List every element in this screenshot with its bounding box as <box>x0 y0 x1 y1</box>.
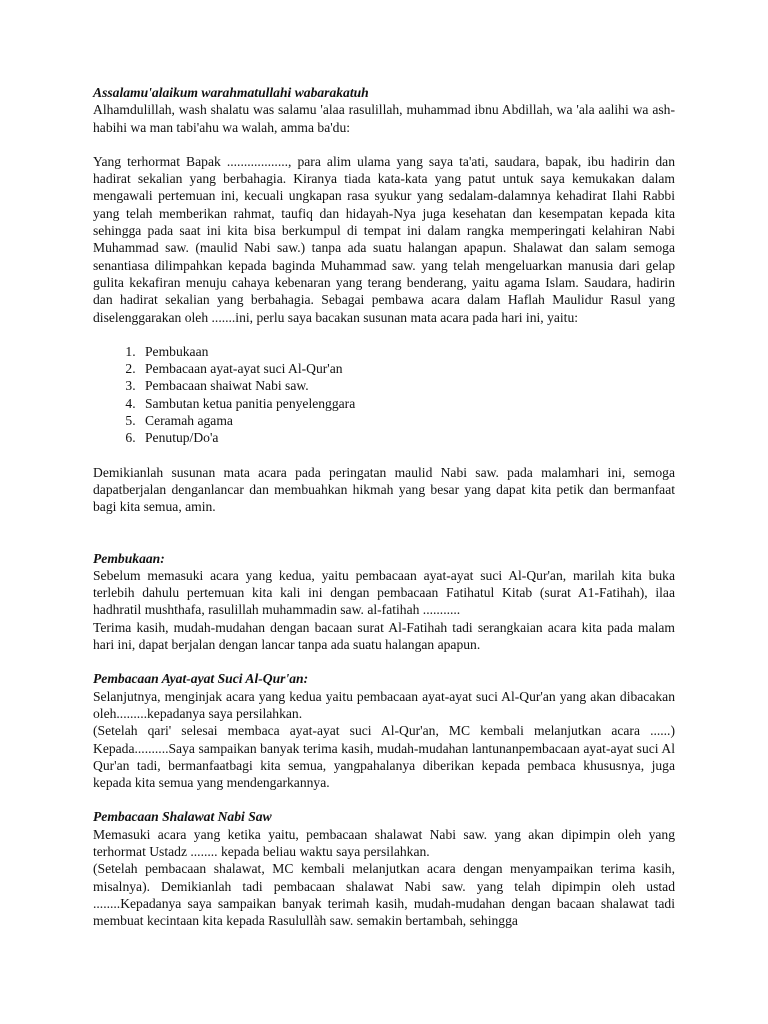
agenda-item: 4. Sambutan ketua panitia penyelenggara <box>139 395 675 412</box>
section-paragraph: Selanjutnya, menginjak acara yang kedua yaitu pembacaan ayat-ayat suci Al-Qur'an yang akan dibacakan oleh.........kepadanya saya persilahkan. <box>93 688 675 721</box>
agenda-list <box>93 343 675 447</box>
agenda-item: 1. Pembukaan <box>139 343 675 360</box>
section-heading-pembukaan: Pembukaan: <box>93 550 165 566</box>
agenda-item: 3. Pembacaan shaiwat Nabi saw. <box>139 377 675 394</box>
section-paragraph: Sebelum memasuki acara yang kedua, yaitu pembacaan ayat-ayat suci Al-Qur'an, marilah kita buka terlebih dahulu pertemuan kita kali ini dengan pembacaan Fatihatul Kitab (surat A1-Fatihah), ilaa hadhratil mushthafa, rasulillah muhammadin saw. al-fatihah ........... <box>93 567 675 618</box>
section-heading-shalawat: Pembacaan Shalawat Nabi Saw <box>93 809 272 825</box>
section-paragraph: (Setelah pembacaan shalawat, MC kembali melanjutkan acara dengan menyampaikan terima kasih, misalnya). Demikianlah tadi pembacaan shalawat Nabi saw. yang telah dipimpin oleh ustad ........Kepadanya saya sampaikan banyak terimah kasih, mudah-mudahan dengan bacaan shalawat tadi membuat kecintaan kita kepada Rasulullàh saw. semakin bertambah, sehingga <box>93 861 675 929</box>
document-page <box>93 84 675 929</box>
agenda-item: 6. Penutup/Do'a <box>139 429 675 446</box>
section-heading-quran: Pembacaan Ayat-ayat Suci Al-Qur'an: <box>93 671 309 687</box>
section-paragraph: Memasuki acara yang ketika yaitu, pembacaan shalawat Nabi saw. yang akan dipimpin oleh yang terhormat Ustadz ........ kepada beliau waktu saya persilahkan. <box>93 826 675 859</box>
greeting: Assalamu'alaikum warahmatullahi wabarakatuh <box>93 85 369 100</box>
agenda-item: 2. Pembacaan ayat-ayat suci Al-Qur'an <box>139 360 675 377</box>
agenda-item: 5. Ceramah agama <box>139 412 675 429</box>
intro-paragraph: Yang terhormat Bapak .................., para alim ulama yang saya ta'ati, saudara, bapak, ibu hadirin dan hadirat sekalian yang berbahagia. Kiranya tiada kata-kata yang patut untuk saya kemukakan dalam mengawali pertemuan ini, kecuali ungkapan rasa syukur yang sedalam-dalamnya kehadirat Ilahi Rabbi yang telah memberikan rahmat, taufiq dan hidayah-Nya juga kesehatan dan kesempatan kepada kita sehingga pada saat ini kita bisa berkumpul di tempat ini dalam rangka memperingati kelahiran Nabi Muhammad saw. (maulid Nabi saw.) tanpa ada suatu halangan apapun. Shalawat dan salam semoga senantiasa dilimpahkan kepada baginda Muhammad saw. yang telah mengeluarkan manusia dari gelap gulita kekafiran menuju cahaya kebenaran yang terang benderang, yaitu agama Islam. Saudara, hadirin dan hadirat sekalian yang berbahagia. Sebagai pembawa acara dalam Haflah Maulidur Rasul yang diselenggarakan oleh .......ini, perlu saya bacakan susunan mata acara pada hari ini, yaitu: <box>93 153 675 325</box>
section-paragraph: Terima kasih, mudah-mudahan dengan bacaan surat Al-Fatihah tadi serangkaian acara kita pada malam hari ini, dapat berjalan dengan lancar tanpa ada suatu halangan apapun. <box>93 619 675 653</box>
opening-paragraph: Alhamdulillah, wash shalatu was salamu 'alaa rasulillah, muhammad ibnu Abdillah, wa 'ala aalihi wa ash-habihi wa man tabi'ahu wa walah, amma ba'du: <box>93 102 675 135</box>
closing-intro-paragraph: Demikianlah susunan mata acara pada peringatan maulid Nabi saw. pada malamhari ini, semoga dapatberjalan denganlancar dan membuahkan hikmah yang besar yang dapat kita petik dan bermanfaat bagi kita semua, amin. <box>93 464 675 515</box>
section-paragraph: (Setelah qari' selesai membaca ayat-ayat suci Al-Qur'an, MC kembali melanjutkan acara ......) Kepada..........Saya sampaikan banyak terima kasih, mudah-mudahan lantunanpembacaan ayat-ayat suci Al Qur'an tadi, bermanfaatbagi kita semua, yangpahalanya diberikan kepada pembaca khususnya, juga kepada kita semua yang mendengarkannya. <box>93 723 675 791</box>
